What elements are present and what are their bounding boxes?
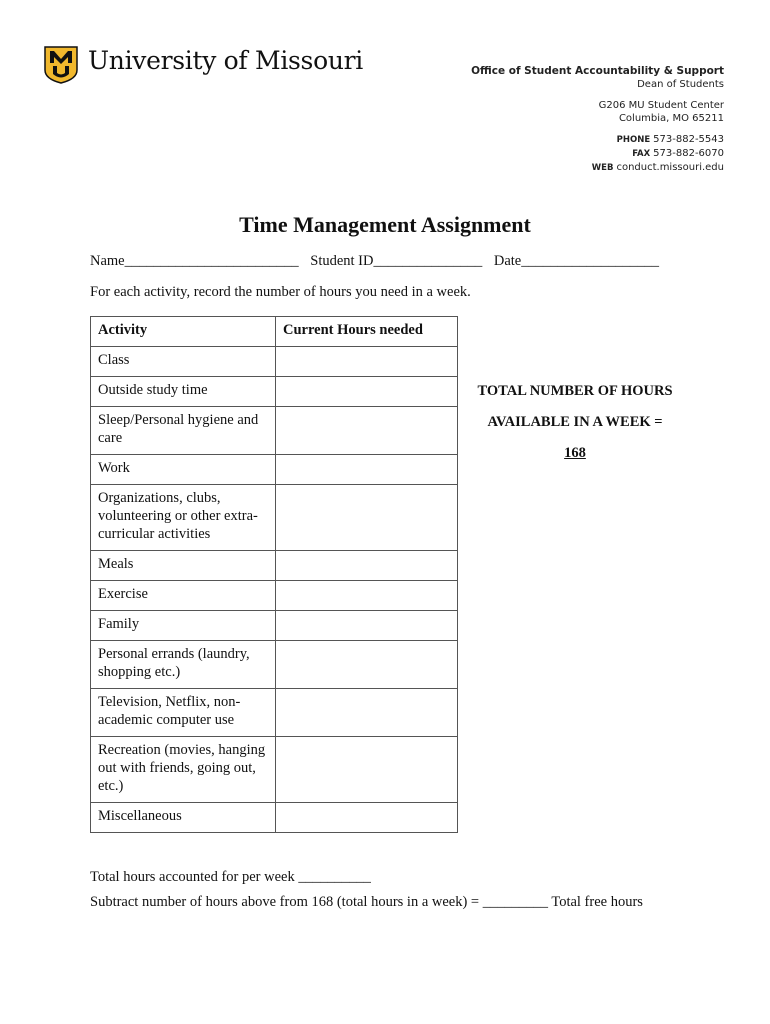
total-hours-line1: TOTAL NUMBER OF HOURS (477, 383, 673, 399)
hours-cell-organizations[interactable] (276, 485, 458, 551)
total-hours-available (470, 376, 680, 469)
web-label: WEB (591, 163, 614, 173)
office-address-line2: Columbia, MO 65211 (618, 113, 724, 124)
office-fax (471, 147, 724, 161)
fax-value: 573-882-6070 (653, 148, 724, 159)
document-title: Time Management Assignment (239, 212, 531, 237)
name-field[interactable]: Name________________________ (90, 253, 299, 269)
student-id-field[interactable]: Student ID_______________ (310, 253, 483, 269)
table-row (91, 737, 458, 803)
activity-television: Television, Netflix, non-academic computer use (91, 689, 276, 737)
total-hours-accounted: Total hours accounted for per week __________ (90, 869, 371, 885)
university-name: University of Missouri (88, 46, 363, 75)
instructions-text: For each activity, record the number of hours you need in a week. (90, 284, 471, 300)
phone-value: 573-882-5543 (653, 134, 724, 145)
activity-organizations: Organizations, clubs, volunteering or other extra-curricular activities (91, 485, 276, 551)
table-row (91, 485, 458, 551)
hours-cell-television[interactable] (276, 689, 458, 737)
activity-exercise: Exercise (91, 581, 276, 611)
activity-meals: Meals (91, 551, 276, 581)
student-info-line (90, 253, 659, 270)
table-row (91, 551, 458, 581)
hours-cell-family[interactable] (276, 611, 458, 641)
activity-personal-errands: Personal errands (laundry, shopping etc.) (91, 641, 276, 689)
hours-cell-recreation[interactable] (276, 737, 458, 803)
header-activity: Activity (91, 317, 276, 347)
table-row (91, 803, 458, 833)
activity-work: Work (91, 455, 276, 485)
office-title: Office of Student Accountability & Support (471, 65, 724, 77)
table-row (91, 347, 458, 377)
activity-family: Family (91, 611, 276, 641)
total-free-hours-calc: Subtract number of hours above from 168 (total hours in a week) = _________ Total free hours (90, 894, 643, 910)
table-row (91, 611, 458, 641)
office-phone (471, 133, 724, 147)
university-logo-icon (44, 46, 78, 84)
header-current-hours: Current Hours needed (276, 317, 458, 347)
activity-hours-table (90, 316, 458, 833)
table-row (91, 455, 458, 485)
table-row (91, 377, 458, 407)
hours-cell-miscellaneous[interactable] (276, 803, 458, 833)
office-department: Dean of Students (637, 79, 724, 90)
hours-cell-personal-errands[interactable] (276, 641, 458, 689)
phone-label: PHONE (616, 135, 651, 145)
table-row (91, 689, 458, 737)
hours-cell-meals[interactable] (276, 551, 458, 581)
total-hours-line2: AVAILABLE IN A WEEK = (487, 414, 663, 430)
total-hours-value: 168 (564, 445, 586, 461)
activity-outside-study: Outside study time (91, 377, 276, 407)
activity-class: Class (91, 347, 276, 377)
hours-cell-work[interactable] (276, 455, 458, 485)
hours-cell-outside-study[interactable] (276, 377, 458, 407)
date-field[interactable]: Date___________________ (493, 253, 659, 269)
table-row (91, 407, 458, 455)
table-row (91, 581, 458, 611)
hours-cell-class[interactable] (276, 347, 458, 377)
hours-cell-sleep-hygiene[interactable] (276, 407, 458, 455)
fax-label: FAX (632, 149, 651, 159)
hours-cell-exercise[interactable] (276, 581, 458, 611)
web-value: conduct.missouri.edu (616, 162, 724, 173)
activity-recreation: Recreation (movies, hanging out with friends, going out, etc.) (91, 737, 276, 803)
office-address-line1: G206 MU Student Center (598, 100, 724, 111)
activity-miscellaneous: Miscellaneous (91, 803, 276, 833)
office-web (471, 161, 724, 175)
office-contact-block (471, 64, 724, 175)
activity-sleep-hygiene: Sleep/Personal hygiene and care (91, 407, 276, 455)
table-row (91, 641, 458, 689)
table-header-row (91, 317, 458, 347)
